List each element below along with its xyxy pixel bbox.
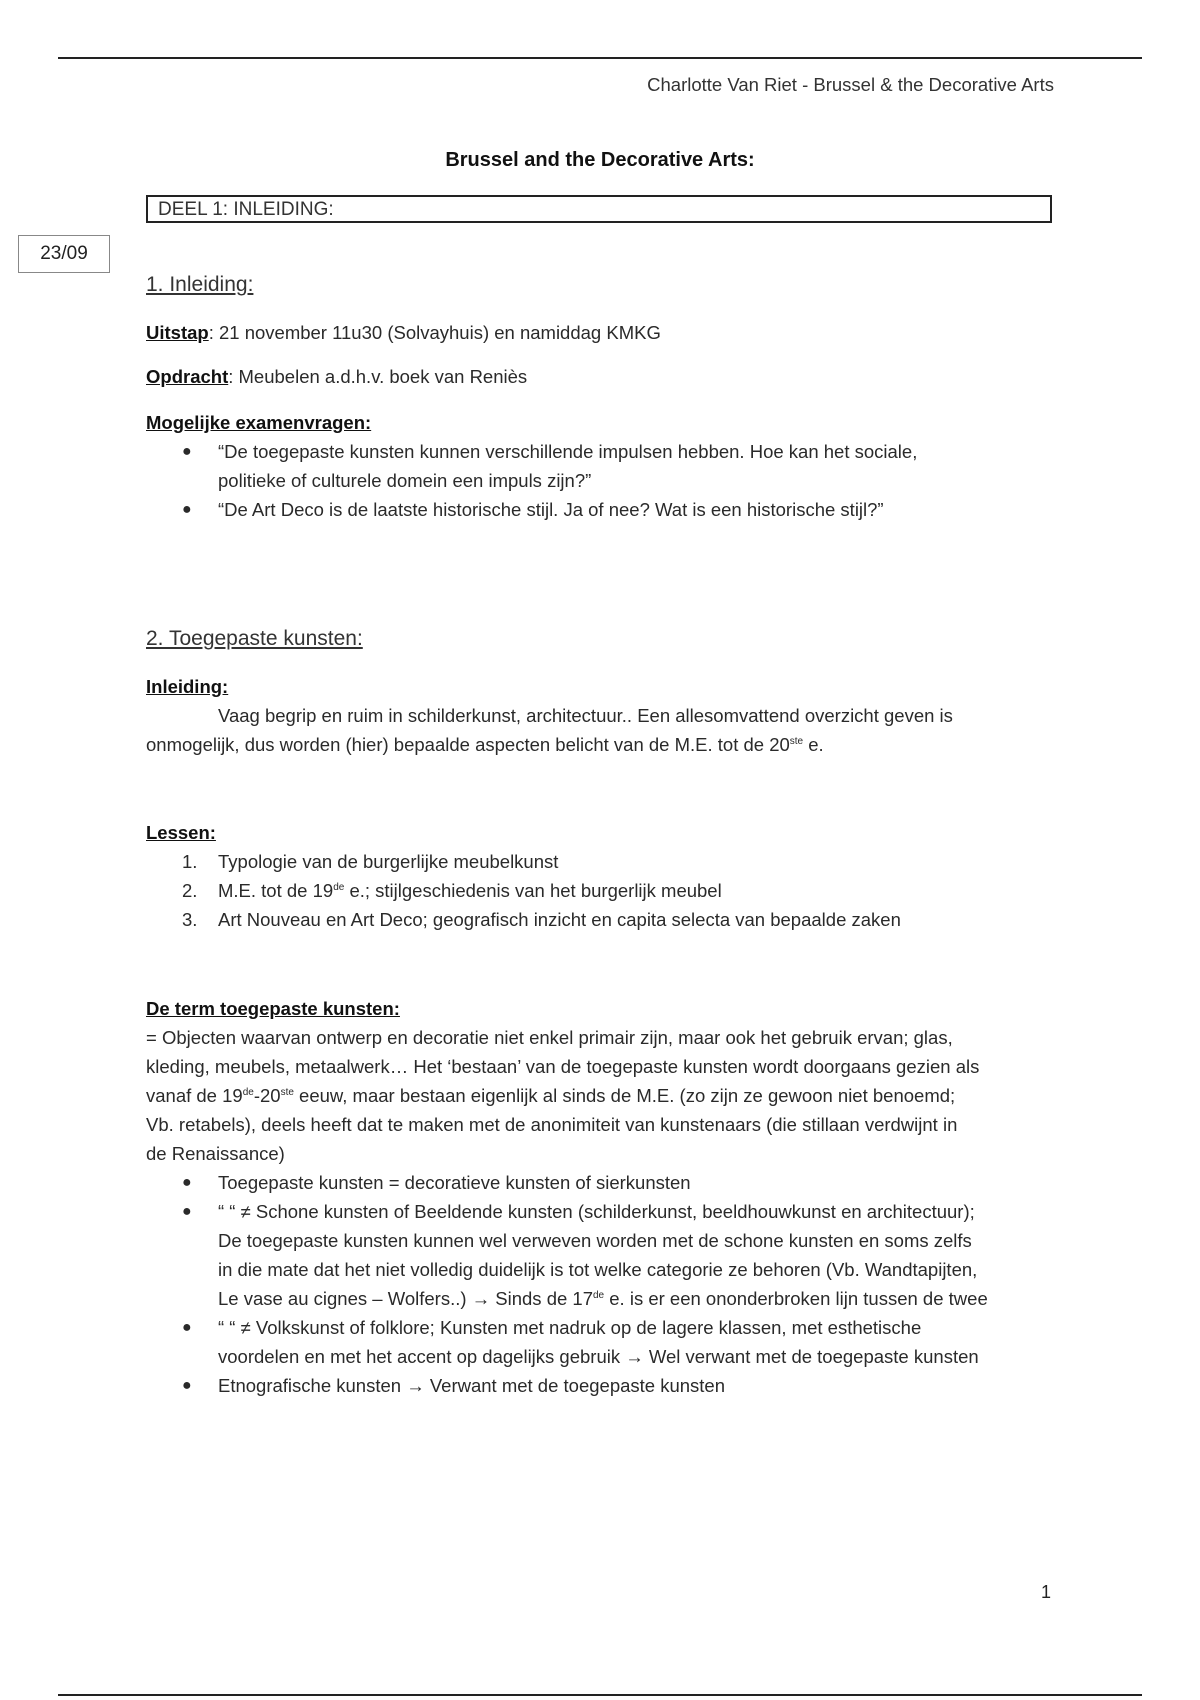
- bottom-rule: [58, 1694, 1142, 1696]
- term-line-5: de Renaissance): [146, 1143, 285, 1164]
- page-number: 1: [1041, 1582, 1052, 1602]
- section-heading-inleiding: 1. Inleiding:: [146, 273, 254, 296]
- list-item: 2. M.E. tot de 19de e.; stijlgeschiedenis van het burgerlijk meubel: [182, 880, 722, 901]
- section-heading-toegepaste-kunsten: 2. Toegepaste kunsten:: [146, 627, 363, 650]
- uitstap-line: [146, 318, 1056, 347]
- term-line-4: Vb. retabels), deels heeft dat te maken met de anonimiteit van kunstenaars (die stillaan verdwijnt in: [146, 1114, 958, 1135]
- exam-label: Mogelijke examenvragen:: [146, 412, 372, 433]
- list-item: ● “ “ ≠ Schone kunsten of Beeldende kunsten (schilderkunst, beeldhouwkunst en architectuur); De toegepaste kunsten kunnen wel verweven worden met de schone kunsten en soms zelfs in die mate dat het niet volledig duidelijk is tot welke categorie ze behoren (Vb. Wandtapijten, Le vase au cignes – Wolfers..) → Sinds de 17de e. is er een ononderbroken lijn tussen de twee: [146, 1197, 1056, 1313]
- bullet-icon: ●: [182, 1203, 192, 1220]
- intro-line-1: Vaag begrip en ruim in schilderkunst, architectuur.. Een allesomvattend overzicht geven is: [218, 705, 953, 726]
- term-block: [146, 994, 1056, 1400]
- term-line-3: vanaf de 19de-20ste eeuw, maar bestaan eigenlijk al sinds de M.E. (zo zijn ze gewoon niet benoemd;: [146, 1085, 956, 1106]
- exam-question-list: [146, 437, 1056, 524]
- term-line-1: = Objecten waarvan ontwerp en decoratie niet enkel primair zijn, maar ook het gebruik ervan; glas,: [146, 1027, 953, 1048]
- list-item: ● Toegepaste kunsten = decoratieve kunsten of sierkunsten: [146, 1168, 1056, 1197]
- uitstap-label: Uitstap: [146, 322, 209, 343]
- top-rule: [58, 57, 1142, 59]
- opdracht-line: [146, 362, 1056, 391]
- list-item: 1. Typologie van de burgerlijke meubelkunst: [182, 851, 559, 872]
- document-title: Brussel and the Decorative Arts:: [445, 149, 755, 171]
- term-line-2: kleding, meubels, metaalwerk… Het ‘bestaan’ van de toegepaste kunsten wordt doorgaans gezien als: [146, 1056, 980, 1077]
- section-toegepaste-kunsten: [146, 624, 1056, 653]
- bullet-icon: ●: [182, 1319, 192, 1336]
- list-item: ● Etnografische kunsten → Verwant met de toegepaste kunsten: [146, 1371, 1056, 1400]
- intro-block: [146, 672, 1056, 759]
- lessen-list: [146, 847, 1056, 934]
- exam-questions: [146, 408, 1056, 524]
- date-box: 23/09: [18, 235, 110, 273]
- term-bullet-list: [146, 1168, 1056, 1400]
- list-item: 3. Art Nouveau en Art Deco; geografisch inzicht en capita selecta van bepaalde zaken: [182, 909, 901, 930]
- term-label: De term toegepaste kunsten:: [146, 998, 400, 1019]
- part-heading-box: DEEL 1: INLEIDING:: [146, 195, 1052, 223]
- bullet-icon: ●: [182, 1174, 192, 1191]
- lessen-label: Lessen:: [146, 822, 216, 843]
- bullet-icon: ●: [182, 1377, 192, 1394]
- list-item: ● “ “ ≠ Volkskunst of folklore; Kunsten met nadruk op de lagere klassen, met esthetische voordelen en met het accent op dagelijks gebruik → Wel verwant met de toegepaste kunsten: [146, 1313, 1056, 1371]
- section-inleiding: [146, 270, 1056, 299]
- running-header: Charlotte Van Riet - Brussel & the Decorative Arts: [647, 74, 1054, 95]
- intro-label: Inleiding:: [146, 676, 229, 697]
- opdracht-text: : Meubelen a.d.h.v. boek van Reniès: [228, 366, 528, 387]
- intro-line-2: onmogelijk, dus worden (hier) bepaalde aspecten belicht van de M.E. tot de 20ste e.: [146, 734, 824, 755]
- bullet-icon: ●: [182, 443, 192, 460]
- list-item: ● “De Art Deco is de laatste historische stijl. Ja of nee? Wat is een historische stijl?”: [146, 495, 1056, 524]
- lessen-block: [146, 818, 1056, 934]
- opdracht-label: Opdracht: [146, 366, 229, 387]
- list-item: ● “De toegepaste kunsten kunnen verschillende impulsen hebben. Hoe kan het sociale, politieke of culturele domein een impuls zijn?”: [146, 437, 1056, 495]
- bullet-icon: ●: [182, 501, 192, 518]
- uitstap-text: : 21 november 11u30 (Solvayhuis) en namiddag KMKG: [208, 322, 661, 343]
